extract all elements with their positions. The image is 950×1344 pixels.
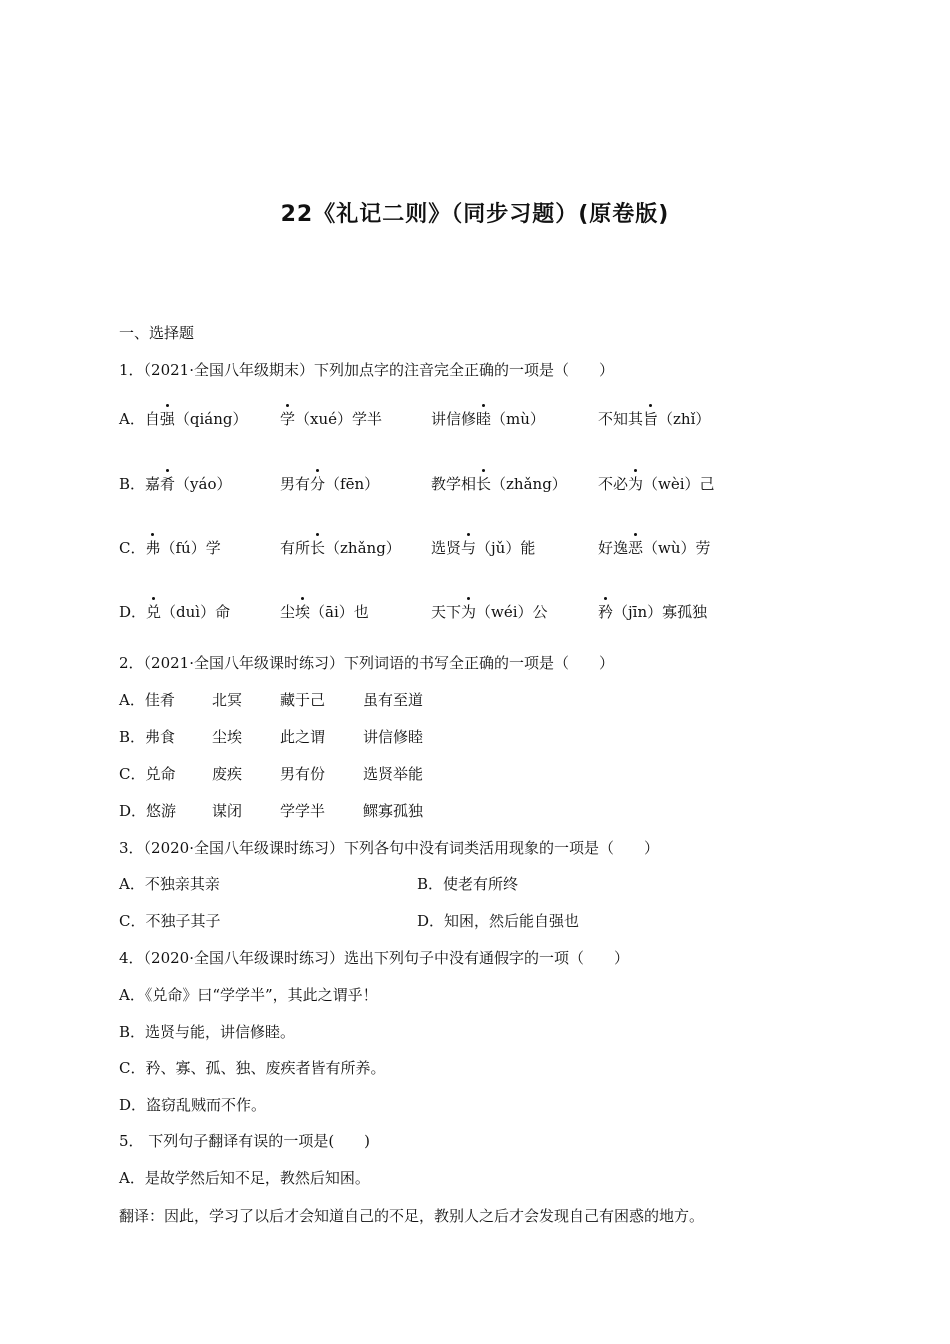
dotted-char: 分: [310, 475, 326, 493]
option-b-item-4: 不必为（wèi）己: [598, 475, 715, 493]
document-title: 22《礼记二则》（同步习题）(原卷版): [280, 202, 670, 227]
option-a-item-3: 讲信修睦（mù）: [431, 410, 545, 428]
question-5-translation: 翻译：因此，学习了以后才会知道自己的不足，教别人之后才会发现自己有困惑的地方。: [119, 1207, 705, 1225]
option-c-item-3: 选贤与（jǔ）能: [431, 539, 536, 557]
word: 废疾: [212, 765, 243, 783]
question-3-option-d: D．知困，然后能自强也: [417, 912, 580, 930]
question-1-stem: 1．（2021·全国八年级期末）下列加点字的注音完全正确的一项是（ ）: [119, 361, 614, 379]
option-b-item-2: 男有分（fēn）: [280, 475, 380, 493]
option-a-item-2: 学（xué）学半: [280, 410, 383, 428]
word: B．弗食: [119, 728, 176, 746]
section-heading: 一、选择题: [119, 324, 195, 342]
option-a-item-1: A．自强（qiáng）: [119, 410, 248, 428]
word: 北冥: [212, 691, 243, 709]
option-c-item-2: 有所长（zhǎng）: [280, 539, 401, 557]
question-3-option-c: C．不独子其子: [119, 912, 221, 930]
dotted-char: 为: [628, 475, 644, 493]
word: 选贤举能: [363, 765, 424, 783]
word: 男有份: [280, 765, 326, 783]
question-4-option-b: B．选贤与能，讲信修睦。: [119, 1023, 296, 1041]
question-4-option-d: D．盗窃乱贼而不作。: [119, 1096, 267, 1114]
question-3-stem: 3．（2020·全国八年级课时练习）下列各句中没有词类活用现象的一项是（ ）: [119, 839, 659, 857]
option-d-item-3: 天下为（wéi）公: [431, 603, 548, 621]
word: 藏于己: [280, 691, 326, 709]
option-b-item-1: B．嘉肴（yáo）: [119, 475, 232, 493]
question-5-option-a: A．是故学然后知不足，教然后知困。: [119, 1169, 370, 1187]
question-5-stem: 5． 下列句子翻译有误的一项是( ): [119, 1132, 371, 1150]
option-d-item-2: 尘埃（āi）也: [280, 603, 369, 621]
question-4-option-c: C．矜、寡、孤、独、废疾者皆有所养。: [119, 1059, 386, 1077]
question-2-stem: 2．（2021·全国八年级课时练习）下列词语的书写全正确的一项是（ ）: [119, 654, 614, 672]
question-4-stem: 4．（2020·全国八年级课时练习）选出下列句子中没有通假字的一项（ ）: [119, 949, 629, 967]
dotted-char: 旨: [643, 410, 659, 428]
word: 讲信修睦: [363, 728, 424, 746]
word: A．佳肴: [119, 691, 175, 709]
dotted-char: 长: [476, 475, 492, 493]
question-3-option-b: B．使老有所终: [417, 875, 519, 893]
word: 虽有至道: [363, 691, 424, 709]
word: 此之谓: [280, 728, 326, 746]
dotted-char: 为: [461, 603, 477, 621]
dotted-char: 兑: [146, 603, 162, 621]
option-c-item-1: C．弗（fú）学: [119, 539, 221, 557]
dotted-char: 睦: [476, 410, 492, 428]
word: 谋闭: [212, 802, 243, 820]
dotted-char: 长: [310, 539, 326, 557]
option-a-item-4: 不知其旨（zhǐ）: [598, 410, 711, 428]
option-c-item-4: 好逸恶（wù）劳: [598, 539, 711, 557]
word: D．悠游: [119, 802, 177, 820]
dotted-char: 肴: [160, 475, 176, 493]
word: 学学半: [280, 802, 326, 820]
dotted-char: 与: [461, 539, 477, 557]
option-d-item-1: D．兑（duì）命: [119, 603, 231, 621]
dotted-char: 埃: [295, 603, 311, 621]
word: C．兑命: [119, 765, 176, 783]
question-3-option-a: A．不独亲其亲: [119, 875, 220, 893]
word: 鳏寡孤独: [363, 802, 424, 820]
question-4-option-a: A．《兑命》曰“学学半”，其此之谓乎！: [119, 986, 378, 1004]
dotted-char: 强: [159, 410, 175, 428]
dotted-char: 恶: [628, 539, 644, 557]
word: 尘埃: [212, 728, 243, 746]
dotted-char: 弗: [145, 539, 161, 557]
dotted-char: 矜: [598, 603, 614, 621]
option-d-item-4: 矜（jīn）寡孤独: [598, 603, 708, 621]
dotted-char: 学: [280, 410, 296, 428]
option-b-item-3: 教学相长（zhǎng）: [431, 475, 567, 493]
